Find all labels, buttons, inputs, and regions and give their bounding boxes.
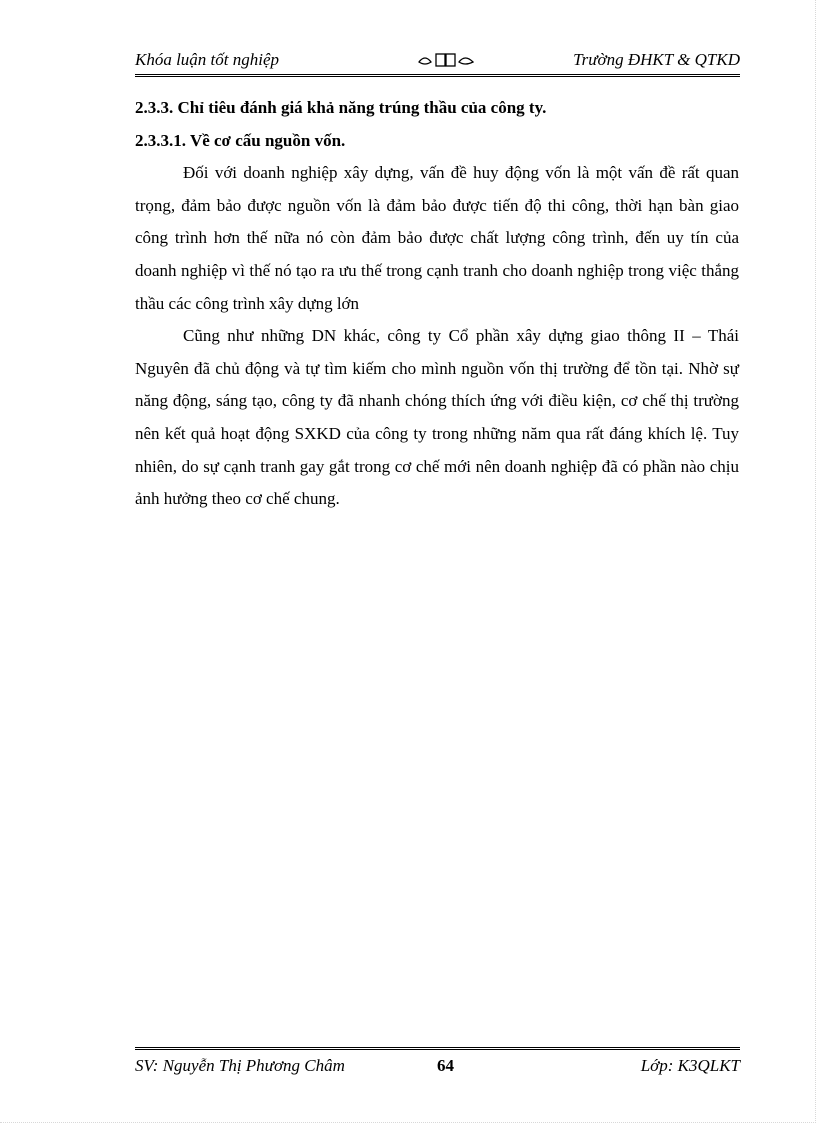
header-school-label: Trường ĐHKT & QTKD bbox=[573, 50, 740, 69]
footer-student-name: SV: Nguyễn Thị Phương Châm bbox=[135, 1056, 345, 1075]
section-heading: 2.3.3. Chỉ tiêu đánh giá khả năng trúng thầu của công ty. bbox=[135, 98, 547, 117]
page-footer bbox=[135, 1047, 740, 1076]
page-header bbox=[135, 48, 740, 77]
header-thesis-label: Khóa luận tốt nghiệp bbox=[135, 50, 280, 69]
page-number: 64 bbox=[437, 1056, 454, 1075]
book-ornament-icon bbox=[417, 50, 477, 70]
document-body bbox=[135, 92, 739, 516]
body-paragraph: Đối với doanh nghiệp xây dựng, vấn đề huy động vốn là một vấn đề rất quan trọng, đảm bảo được nguồn vốn là đảm bảo được tiến độ thi công, thời hạn bàn giao công trình hơn thế nữa nó còn đảm bảo được chất lượng công trình, đến uy tín của doanh nghiệp vì thế nó tạo ra ưu thế trong cạnh tranh cho doanh nghiệp trong việc thắng thầu các công trình xây dựng lớn bbox=[135, 163, 739, 313]
body-paragraph: Cũng như những DN khác, công ty Cổ phần xây dựng giao thông II – Thái Nguyên đã chủ động và tự tìm kiếm cho mình nguồn vốn thị trường để tồn tại. Nhờ sự năng động, sáng tạo, công ty đã nhanh chóng thích ứng với điều kiện, cơ chế thị trường nên kết quả hoạt động SXKD của công ty trong những năm qua rất đáng khích lệ. Tuy nhiên, do sự cạnh tranh gay gắt trong cơ chế mới nên doanh nghiệp đã có phần nào chịu ảnh hưởng theo cơ chế chung. bbox=[135, 326, 739, 509]
footer-class-label: Lớp: K3QLKT bbox=[640, 1056, 740, 1075]
subsection-heading: 2.3.3.1. Về cơ cấu nguồn vốn. bbox=[135, 130, 346, 150]
